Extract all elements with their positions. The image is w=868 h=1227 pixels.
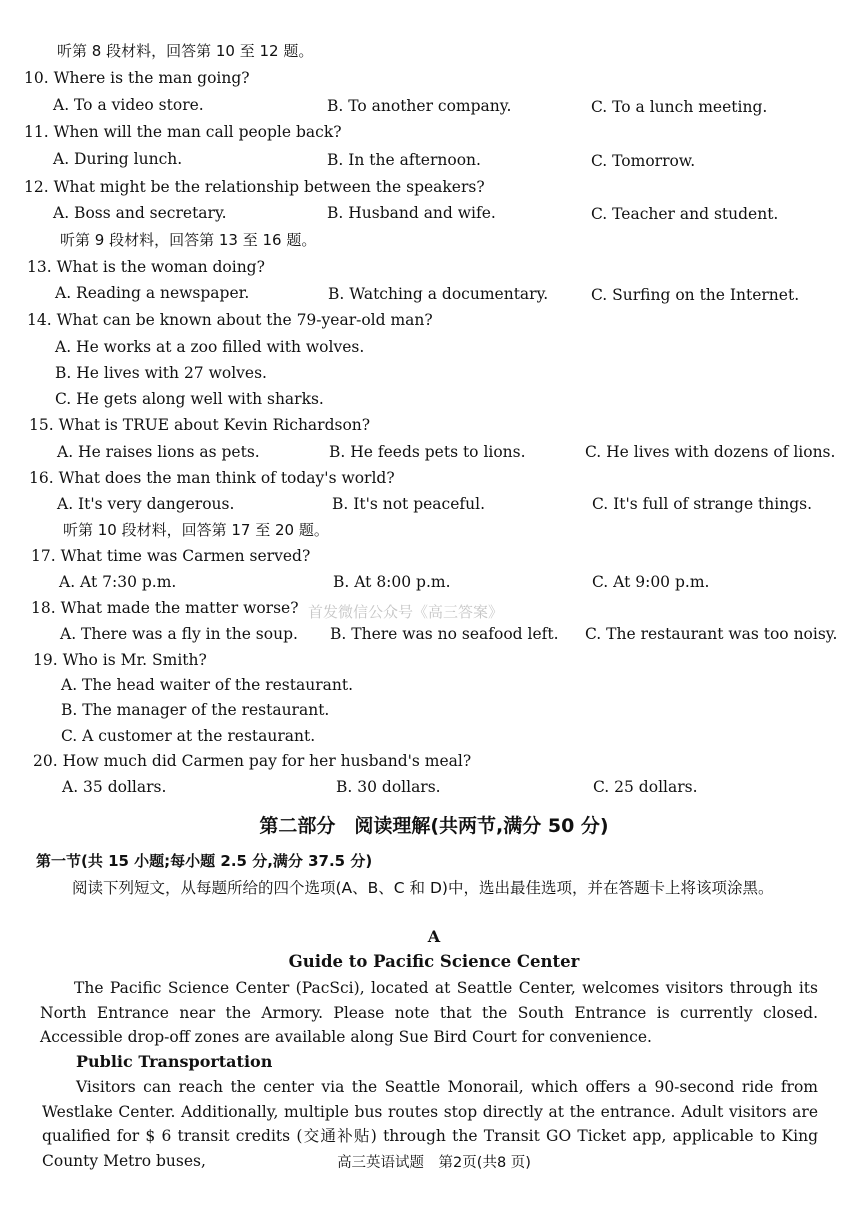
question-14: 14. What can be known about the 79-year-old man? [27,311,433,329]
q13-option-c: C. Surfing on the Internet. [591,286,800,304]
passage-paragraph-2: Visitors can reach the center via the Seattle Monorail, which offers a 90-second ride from Westlake Center. Additionally, multiple bus routes stop directly at the entrance. Adult visitors are qualified for $ 6 transit credits (交通补贴) through the Transit GO Ticket app, applicable to King County Metro buses, [42,1078,818,1170]
q19-option-a: A. The head waiter of the restaurant. [61,676,354,694]
q19-option-b: B. The manager of the restaurant. [61,701,330,719]
part-two-title: 第二部分 阅读理解(共两节,满分 50 分) [259,815,609,837]
q13-option-b: B. Watching a documentary. [328,285,549,303]
listening-heading-9: 听第 9 段材料，回答第 13 至 16 题。 [60,231,317,249]
q10-option-b: B. To another company. [327,97,512,115]
passage-letter: A [427,927,441,946]
q12-option-b: B. Husband and wife. [327,204,496,222]
question-16: 16. What does the man think of today's world? [29,469,395,487]
q11-option-b: B. In the afternoon. [327,151,481,169]
listening-heading-8: 听第 8 段材料，回答第 10 至 12 题。 [57,42,314,60]
q15-option-b: B. He feeds pets to lions. [329,443,526,461]
q11-option-a: A. During lunch. [53,150,183,168]
q14-option-b: B. He lives with 27 wolves. [55,364,267,382]
question-17: 17. What time was Carmen served? [31,547,311,565]
question-10: 10. Where is the man going? [24,69,250,87]
q20-option-b: B. 30 dollars. [336,778,441,796]
reading-instruction: 阅读下列短文，从每题所给的四个选项(A、B、C 和 D)中，选出最佳选项，并在答题卡上将该项涂黑。 [72,879,774,897]
q17-option-b: B. At 8:00 p.m. [333,573,451,591]
question-19: 19. Who is Mr. Smith? [33,651,207,669]
page-footer: 高三英语试题 第2页(共8 页) [337,1155,531,1171]
passage-title: Guide to Pacific Science Center [288,952,580,971]
q18-option-c: C. The restaurant was too noisy. [585,625,838,643]
q15-option-c: C. He lives with dozens of lions. [585,443,836,461]
passage-paragraph-1: The Pacific Science Center (PacSci), located at Seattle Center, welcomes visitors through its North Entrance near the Armory. Please note that the South Entrance is currently closed. Accessible drop-off zones are available along Sue Bird Court for convenience. [40,979,818,1046]
q19-option-c: C. A customer at the restaurant. [61,727,316,745]
question-12: 12. What might be the relationship between the speakers? [24,178,485,196]
listening-heading-10: 听第 10 段材料，回答第 17 至 20 题。 [63,521,329,539]
q17-option-a: A. At 7:30 p.m. [59,573,177,591]
q18-option-a: A. There was a fly in the soup. [60,625,298,643]
q16-option-b: B. It's not peaceful. [332,495,486,513]
watermark-text: 首发微信公众号《高三答案》 [308,603,504,621]
question-11: 11. When will the man call people back? [24,123,342,141]
q20-option-c: C. 25 dollars. [593,778,698,796]
q16-option-c: C. It's full of strange things. [592,495,813,513]
question-18: 18. What made the matter worse? [31,599,299,617]
q15-option-a: A. He raises lions as pets. [57,443,260,461]
q20-option-a: A. 35 dollars. [62,778,167,796]
q14-option-c: C. He gets along well with sharks. [55,390,324,408]
q18-option-b: B. There was no seafood left. [330,625,559,643]
section-one-heading: 第一节(共 15 小题;每小题 2.5 分,满分 37.5 分) [36,852,373,870]
q17-option-c: C. At 9:00 p.m. [592,573,710,591]
q14-option-a: A. He works at a zoo filled with wolves. [55,338,365,356]
q12-option-c: C. Teacher and student. [591,205,779,223]
question-20: 20. How much did Carmen pay for her husband's meal? [33,752,472,770]
passage-subheading: Public Transportation [76,1052,273,1071]
question-13: 13. What is the woman doing? [27,258,265,276]
question-15: 15. What is TRUE about Kevin Richardson? [29,416,371,434]
q13-option-a: A. Reading a newspaper. [55,284,250,302]
q10-option-a: A. To a video store. [53,96,204,114]
q12-option-a: A. Boss and secretary. [53,204,227,222]
q11-option-c: C. Tomorrow. [591,152,696,170]
q16-option-a: A. It's very dangerous. [57,495,235,513]
q10-option-c: C. To a lunch meeting. [591,98,768,116]
